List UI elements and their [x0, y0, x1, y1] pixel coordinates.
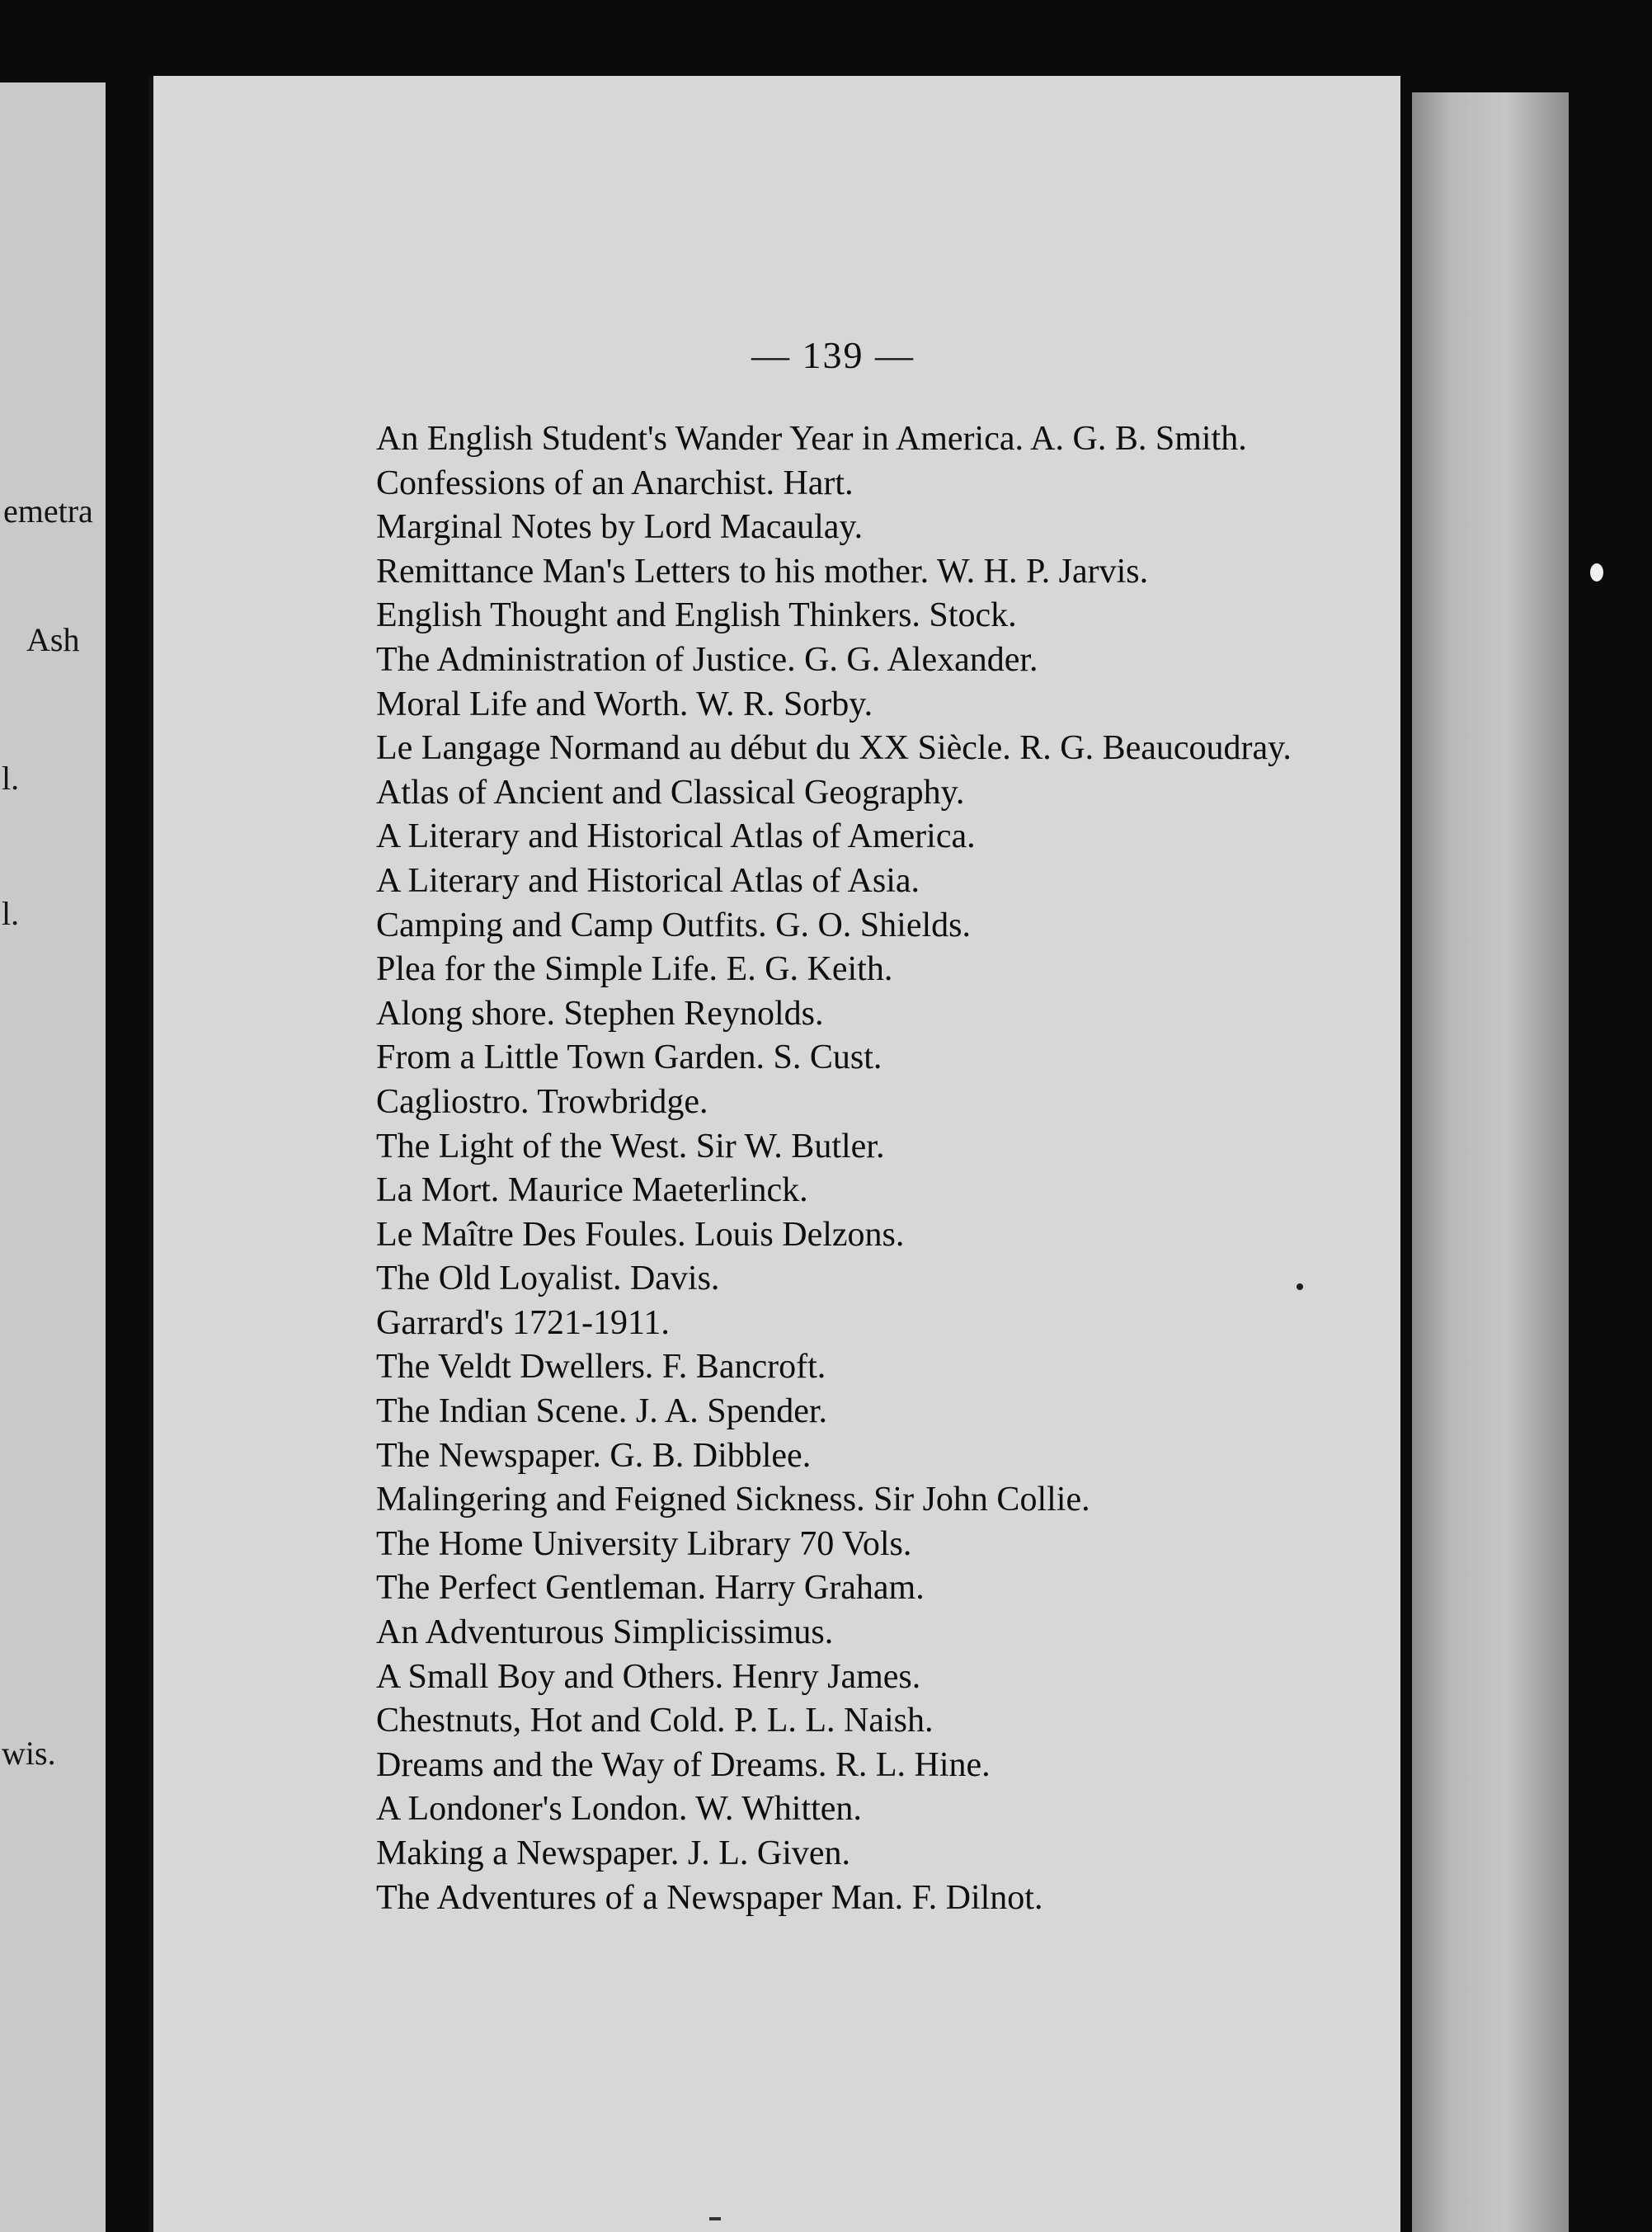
book-entry: Atlas of Ancient and Classical Geography. — [376, 773, 965, 812]
book-entry: An Adventurous Simplicissimus. — [376, 1613, 834, 1652]
book-page — [148, 76, 1400, 2232]
scan-speck — [1297, 1283, 1303, 1290]
book-entry: The Old Loyalist. Davis. — [376, 1260, 720, 1298]
left-fragment: emetra — [3, 492, 93, 530]
book-entry: The Newspaper. G. B. Dibblee. — [376, 1436, 812, 1475]
book-entry: Le Langage Normand au début du XX Siècle. R. G. Beaucoudray. — [376, 729, 1292, 768]
book-entry: The Perfect Gentleman. Harry Graham. — [376, 1569, 925, 1608]
left-page-edge — [0, 82, 106, 2232]
right-page-edge — [1412, 92, 1569, 2232]
book-entry: Plea for the Simple Life. E. G. Keith. — [376, 950, 893, 989]
book-entry: Camping and Camp Outfits. G. O. Shields. — [376, 906, 971, 944]
book-entry: The Veldt Dwellers. F. Bancroft. — [376, 1348, 826, 1387]
book-entry: Along shore. Stephen Reynolds. — [376, 994, 824, 1033]
page-number: — 139 — — [751, 334, 915, 376]
book-entry: Garrard's 1721-1911. — [376, 1303, 670, 1342]
book-entry: Cagliostro. Trowbridge. — [376, 1082, 708, 1121]
book-entry: The Administration of Justice. G. G. Alexander. — [376, 640, 1038, 679]
left-fragment: l. — [2, 760, 20, 797]
book-entry: Remittance Man's Letters to his mother. W. H. P. Jarvis. — [376, 552, 1149, 591]
left-fragment: wis. — [2, 1735, 56, 1772]
book-entry: Moral Life and Worth. W. R. Sorby. — [376, 685, 873, 723]
book-entry: Malingering and Feigned Sickness. Sir John Collie. — [376, 1481, 1090, 1519]
book-entry: The Home University Library 70 Vols. — [376, 1524, 912, 1563]
book-entry: A Literary and Historical Atlas of Asia. — [376, 861, 920, 900]
left-fragment: Ash — [26, 621, 80, 658]
book-entry: Marginal Notes by Lord Macaulay. — [376, 508, 864, 547]
book-entry: An English Student's Wander Year in America. A. G. B. Smith. — [376, 420, 1247, 458]
book-list — [323, 417, 1386, 1920]
scan-speck — [1590, 563, 1603, 582]
book-entry: A Small Boy and Others. Henry James. — [376, 1657, 921, 1696]
left-fragment: l. — [2, 895, 20, 932]
book-entry: English Thought and English Thinkers. Stock. — [376, 596, 1017, 635]
book-entry: The Adventures of a Newspaper Man. F. Dilnot. — [376, 1878, 1043, 1917]
book-entry: Confessions of an Anarchist. Hart. — [376, 464, 854, 502]
book-entry: Le Maître Des Foules. Louis Delzons. — [376, 1215, 905, 1254]
book-entry: The Indian Scene. J. A. Spender. — [376, 1392, 828, 1431]
book-entry: A Londoner's London. W. Whitten. — [376, 1790, 862, 1829]
book-entry: Making a Newspaper. J. L. Given. — [376, 1834, 851, 1872]
book-entry: Chestnuts, Hot and Cold. P. L. L. Naish. — [376, 1702, 934, 1740]
scan-mark — [709, 2217, 721, 2220]
book-entry: The Light of the West. Sir W. Butler. — [376, 1127, 885, 1165]
book-entry: A Literary and Historical Atlas of America. — [376, 817, 976, 856]
book-entry: Dreams and the Way of Dreams. R. L. Hine. — [376, 1745, 991, 1784]
book-entry: La Mort. Maurice Maeterlinck. — [376, 1171, 808, 1210]
book-entry: From a Little Town Garden. S. Cust. — [376, 1038, 882, 1077]
